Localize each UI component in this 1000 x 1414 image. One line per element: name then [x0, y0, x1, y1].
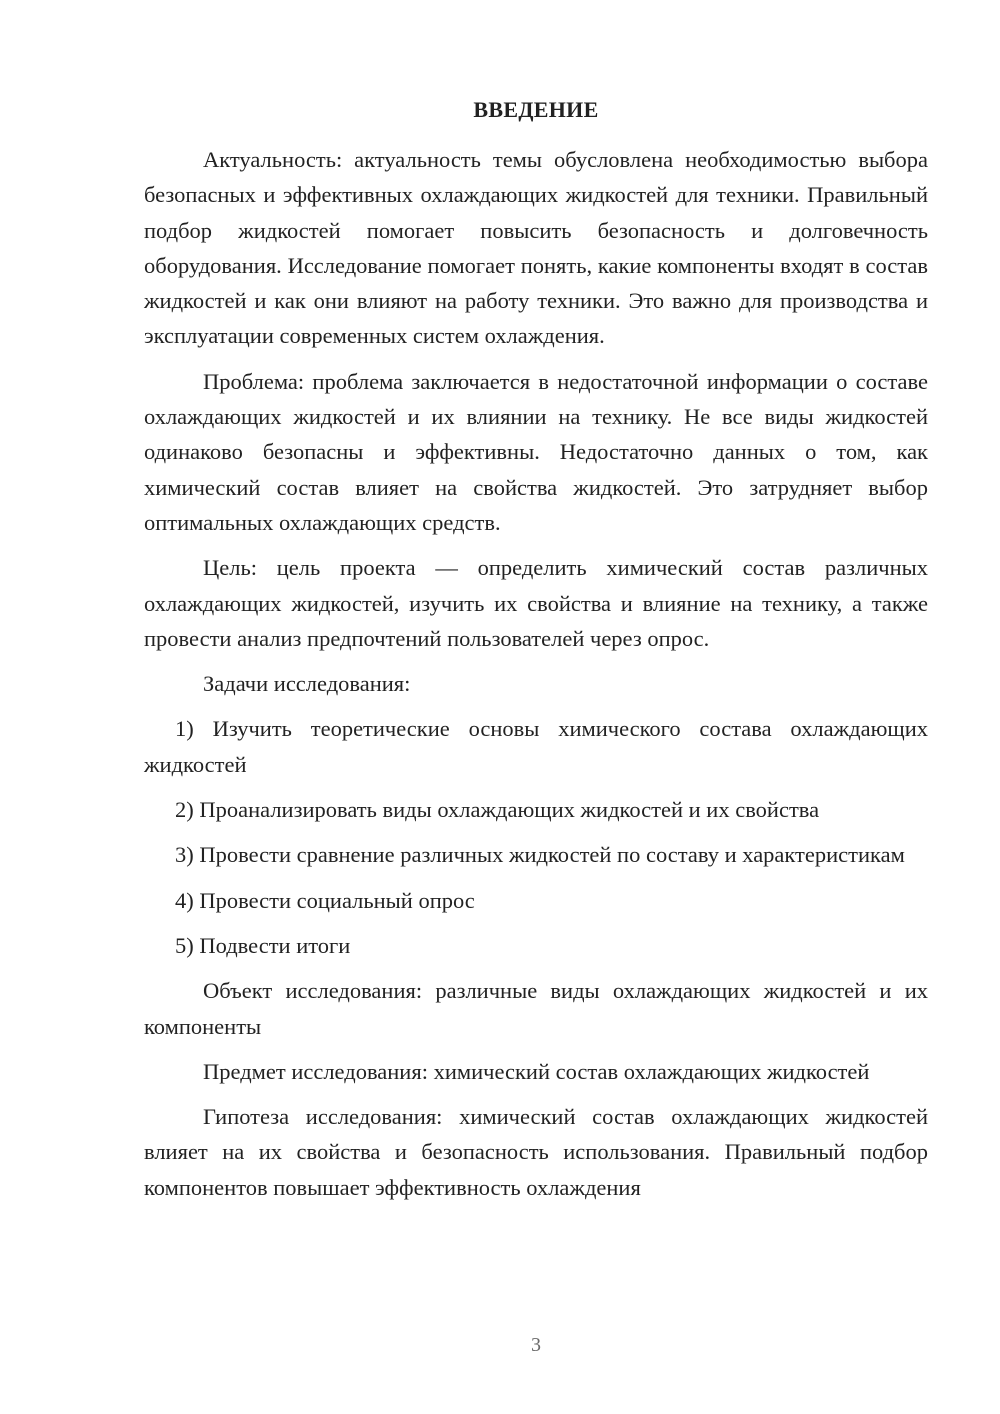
paragraph-goal: Цель: цель проекта — определить химический состав различных охлаждающих жидкостей, изучить их свойства и влияние на технику, а также провести анализ предпочтений пользователей через опрос. — [144, 555, 928, 651]
page-number: 3 — [531, 1334, 541, 1356]
document-body — [144, 142, 928, 1215]
task-item-1: 1) Изучить теоретические основы химического состава охлаждающих жидкостей — [144, 716, 928, 777]
task-item-2: 2) Проанализировать виды охлаждающих жидкостей и их свойства — [175, 797, 820, 823]
task-item-5: 5) Подвести итоги — [175, 932, 351, 958]
paragraph-object: Объект исследования: различные виды охлаждающих жидкостей и их компоненты — [144, 978, 928, 1039]
paragraph-relevance: Актуальность: актуальность темы обусловлена необходимостью выбора безопасных и эффективных охлаждающих жидкостей для техники. Правильный подбор жидкостей помогает повысить безопасность и долговечность оборудования. Исследование помогает понять, какие компоненты входят в состав жидкостей и как они влияют на работу техники. Это важно для производства и эксплуатации современных систем охлаждения. — [144, 147, 928, 349]
paragraph-subject: Предмет исследования: химический состав охлаждающих жидкостей — [203, 1058, 870, 1084]
tasks-heading: Задачи исследования: — [203, 671, 411, 697]
task-item-4: 4) Провести социальный опрос — [175, 887, 475, 913]
paragraph-problem: Проблема: проблема заключается в недостаточной информации о составе охлаждающих жидкостей и их влиянии на технику. Не все виды жидкостей одинаково безопасны и эффективны. Недостаточно данных о том, как химический состав влияет на свойства жидкостей. Это затрудняет выбор оптимальных охлаждающих средств. — [144, 368, 928, 535]
section-title: ВВЕДЕНИЕ — [473, 97, 599, 122]
paragraph-hypothesis: Гипотеза исследования: химический состав охлаждающих жидкостей влияет на их свойства и безопасность использования. Правильный подбор компонентов повышает эффективность охлаждения — [144, 1104, 928, 1200]
task-item-3: 3) Провести сравнение различных жидкостей по составу и характеристикам — [175, 842, 905, 868]
